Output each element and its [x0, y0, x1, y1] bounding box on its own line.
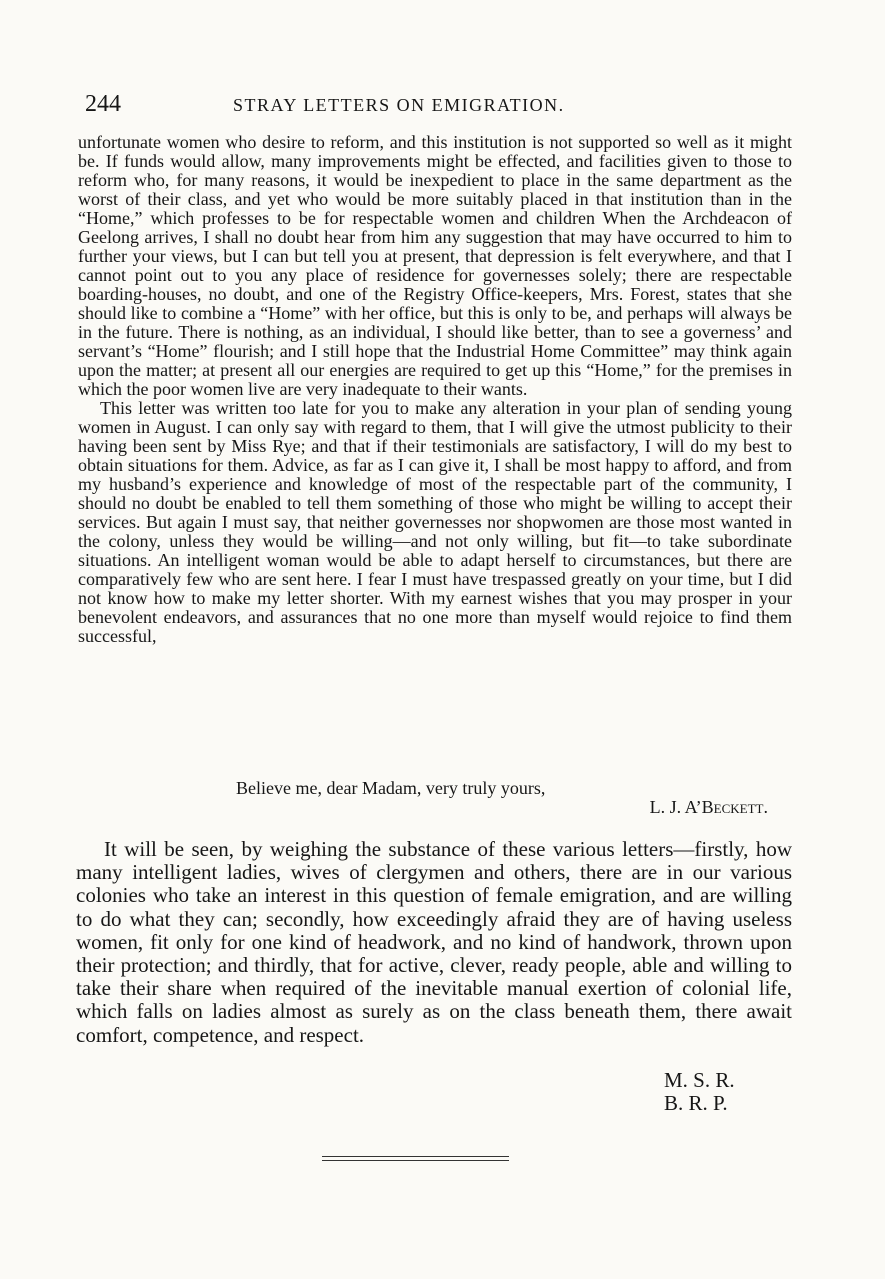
editorial-summary	[76, 838, 792, 1047]
page-number: 244	[85, 91, 121, 117]
section-rule-top	[322, 1156, 509, 1157]
signature-name: L. J. A’Beckett.	[649, 797, 768, 817]
letter-body	[78, 133, 792, 646]
letter-paragraph-2: This letter was written too late for you to make any alteration in your plan of sending young women in August. I can only say with regard to them, that I will give the utmost publicity to their having been sent by Miss Rye; and that if their testimonials are satisfactory, I will do my best to obtain situations for them. Advice, as far as I can give it, I shall be most happy to afford, and from my husband’s experience and knowledge of most of the respectable part of the community, I should no doubt be enabled to tell them something of those who might be willing to accept their services. But again I must say, that neither governesses nor shopwomen are those most wanted in the colony, unless they would be willing—and not only willing, but fit—to take subordinate situations. An intelligent woman would be able to adapt herself to circumstances, but there are comparatively few who are sent here. I fear I must have trespassed greatly on your time, but I did not know how to make my letter shorter. With my earnest wishes that you may prosper in your benevolent endeavors, and assurances that no one more than myself would rejoice to find them successful,	[78, 398, 792, 646]
page-header	[85, 90, 795, 120]
initials-line-1: M. S. R.	[664, 1068, 735, 1092]
running-title: STRAY LETTERS ON EMIGRATION.	[233, 95, 565, 115]
letter-closing: Believe me, dear Madam, very truly yours,	[236, 778, 546, 798]
letter-paragraph-1: unfortunate women who desire to reform, and this institution is not supported so well as it might be. If funds would allow, many improvements might be effected, and facilities given to those to reform who, for many reasons, it would be inexpedient to place in the same department as the worst of their class, and yet who would be more suitably placed in that institution than in the “Home,” which professes to be for respectable women and children When the Archdeacon of Geelong arrives, I shall no doubt hear from him any suggestion that may have occurred to him to further your views, but I can but tell you at present, that depression is felt everywhere, and that I cannot point out to you any place of residence for governesses solely; there are respectable boarding-houses, no doubt, and one of the Registry Office-keepers, Mrs. Forest, states that she should like to combine a “Home” with her office, but this is only to be, and perhaps will always be in the future. There is nothing, as an individual, I should like better, than to see a governess’ and servant’s “Home” flourish; and I still hope that the Industrial Home Committee” may think again upon the matter; at present all our energies are required to get up this “Home,” for the premises in which the poor women live are very inadequate to their wants.	[78, 132, 792, 399]
letter-signature	[650, 798, 768, 817]
author-initials	[664, 1069, 735, 1115]
initials-line-2: B. R. P.	[664, 1091, 728, 1115]
summary-paragraph: It will be seen, by weighing the substance of these various letters—firstly, how many intelligent ladies, wives of clergymen and others, there are in our various colonies who take an interest in this question of female emigration, and are willing to do what they can; secondly, how exceedingly afraid they are of having useless women, fit only for one kind of headwork, and no kind of handwork, thrown upon their protection; and thirdly, that for active, clever, ready people, able and willing to take their share when required of the inevitable manual exertion of colonial life, which falls on ladies almost as surely as on the class beneath them, there await comfort, competence, and respect.	[76, 837, 792, 1047]
section-rule-bottom	[322, 1160, 509, 1161]
